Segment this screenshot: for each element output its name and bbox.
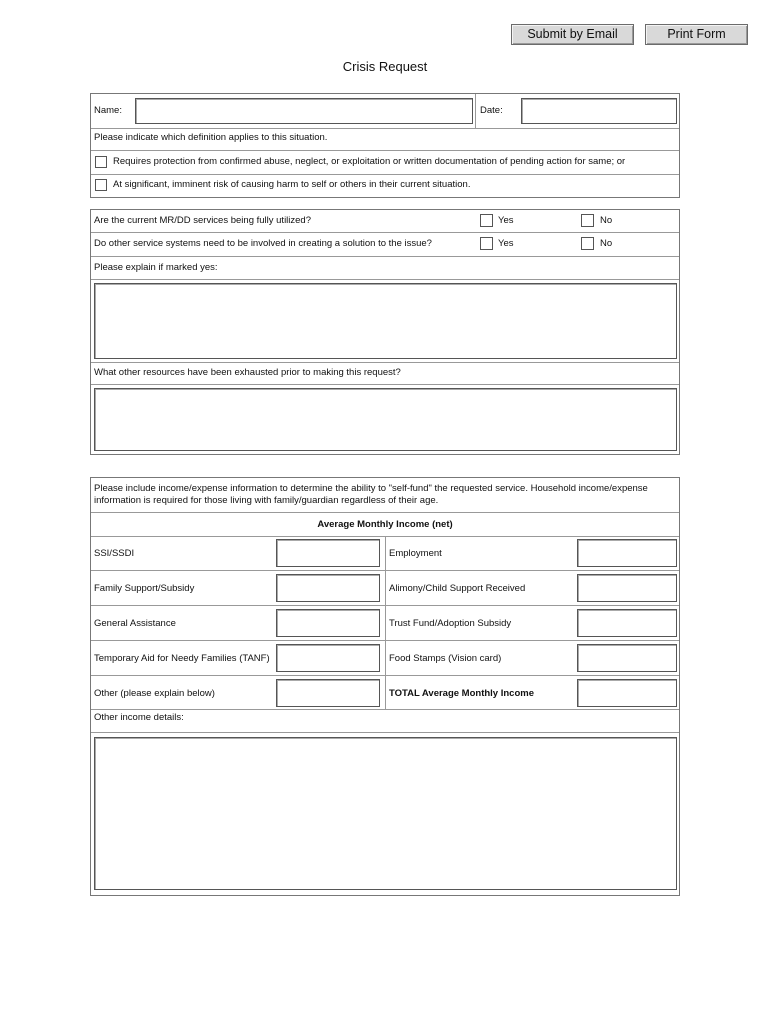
other-systems-yes-checkbox[interactable] [480, 237, 493, 250]
date-label: Date: [480, 105, 503, 116]
income-label-ssi: SSI/SSDI [94, 548, 135, 559]
explain-textarea[interactable] [94, 283, 677, 359]
other-systems-no-checkbox[interactable] [581, 237, 594, 250]
income-intro-line-2: information is required for those living with family/guardian regardless of their age. [94, 495, 439, 506]
imminent-risk-checkbox[interactable] [95, 179, 107, 191]
employment-input[interactable] [577, 539, 677, 567]
definition-option-1: Requires protection from confirmed abuse, neglect, or exploitation or written documentation of pending action for same; or [113, 156, 626, 167]
income-label-tanf: Temporary Aid for Needy Families (TANF) [94, 653, 270, 664]
services-question-2: Do other service systems need to be involved in creating a solution to the issue? [94, 238, 432, 249]
income-label-general-assistance: General Assistance [94, 618, 176, 629]
name-input[interactable] [135, 98, 473, 124]
income-table-header: Average Monthly Income (net) [317, 519, 453, 530]
utilized-no-label: No [600, 215, 613, 226]
abuse-neglect-checkbox[interactable] [95, 156, 107, 168]
alimony-input[interactable] [577, 574, 677, 602]
income-intro-line-1: Please include income/expense information to determine the ability to "self-fund" the requested service. Household income/expense [94, 483, 648, 494]
other-income-details-label: Other income details: [94, 712, 184, 723]
income-label-trust-fund: Trust Fund/Adoption Subsidy [389, 618, 512, 629]
resources-textarea[interactable] [94, 388, 677, 451]
name-label: Name: [94, 105, 122, 116]
income-label-alimony: Alimony/Child Support Received [389, 583, 526, 594]
family-support-input[interactable] [276, 574, 380, 602]
other-income-input[interactable] [276, 679, 380, 707]
food-stamps-input[interactable] [577, 644, 677, 672]
total-income-input[interactable] [577, 679, 677, 707]
submit-by-email-button[interactable]: Submit by Email [511, 24, 634, 45]
other-systems-no-label: No [600, 238, 613, 249]
income-label-family-support: Family Support/Subsidy [94, 583, 195, 594]
date-input[interactable] [521, 98, 677, 124]
ssi-ssdi-input[interactable] [276, 539, 380, 567]
tanf-input[interactable] [276, 644, 380, 672]
resources-label: What other resources have been exhausted prior to making this request? [94, 367, 401, 378]
income-section [90, 477, 680, 896]
services-question-1: Are the current MR/DD services being fully utilized? [94, 215, 312, 226]
definition-prompt: Please indicate which definition applies to this situation. [94, 132, 328, 143]
other-systems-yes-label: Yes [498, 238, 514, 249]
utilized-no-checkbox[interactable] [581, 214, 594, 227]
income-label-food-stamps: Food Stamps (Vision card) [389, 653, 502, 664]
services-section [90, 209, 680, 455]
definition-option-2: At significant, imminent risk of causing harm to self or others in their current situation. [113, 179, 471, 190]
income-label-total: TOTAL Average Monthly Income [389, 688, 534, 699]
other-income-details-textarea[interactable] [94, 737, 677, 890]
income-label-employment: Employment [389, 548, 442, 559]
explain-label: Please explain if marked yes: [94, 262, 218, 273]
print-form-button[interactable]: Print Form [645, 24, 748, 45]
general-assistance-input[interactable] [276, 609, 380, 637]
trust-fund-input[interactable] [577, 609, 677, 637]
utilized-yes-label: Yes [498, 215, 514, 226]
utilized-yes-checkbox[interactable] [480, 214, 493, 227]
identification-section [90, 93, 680, 198]
page-title: Crisis Request [342, 59, 428, 74]
income-label-other: Other (please explain below) [94, 688, 215, 699]
